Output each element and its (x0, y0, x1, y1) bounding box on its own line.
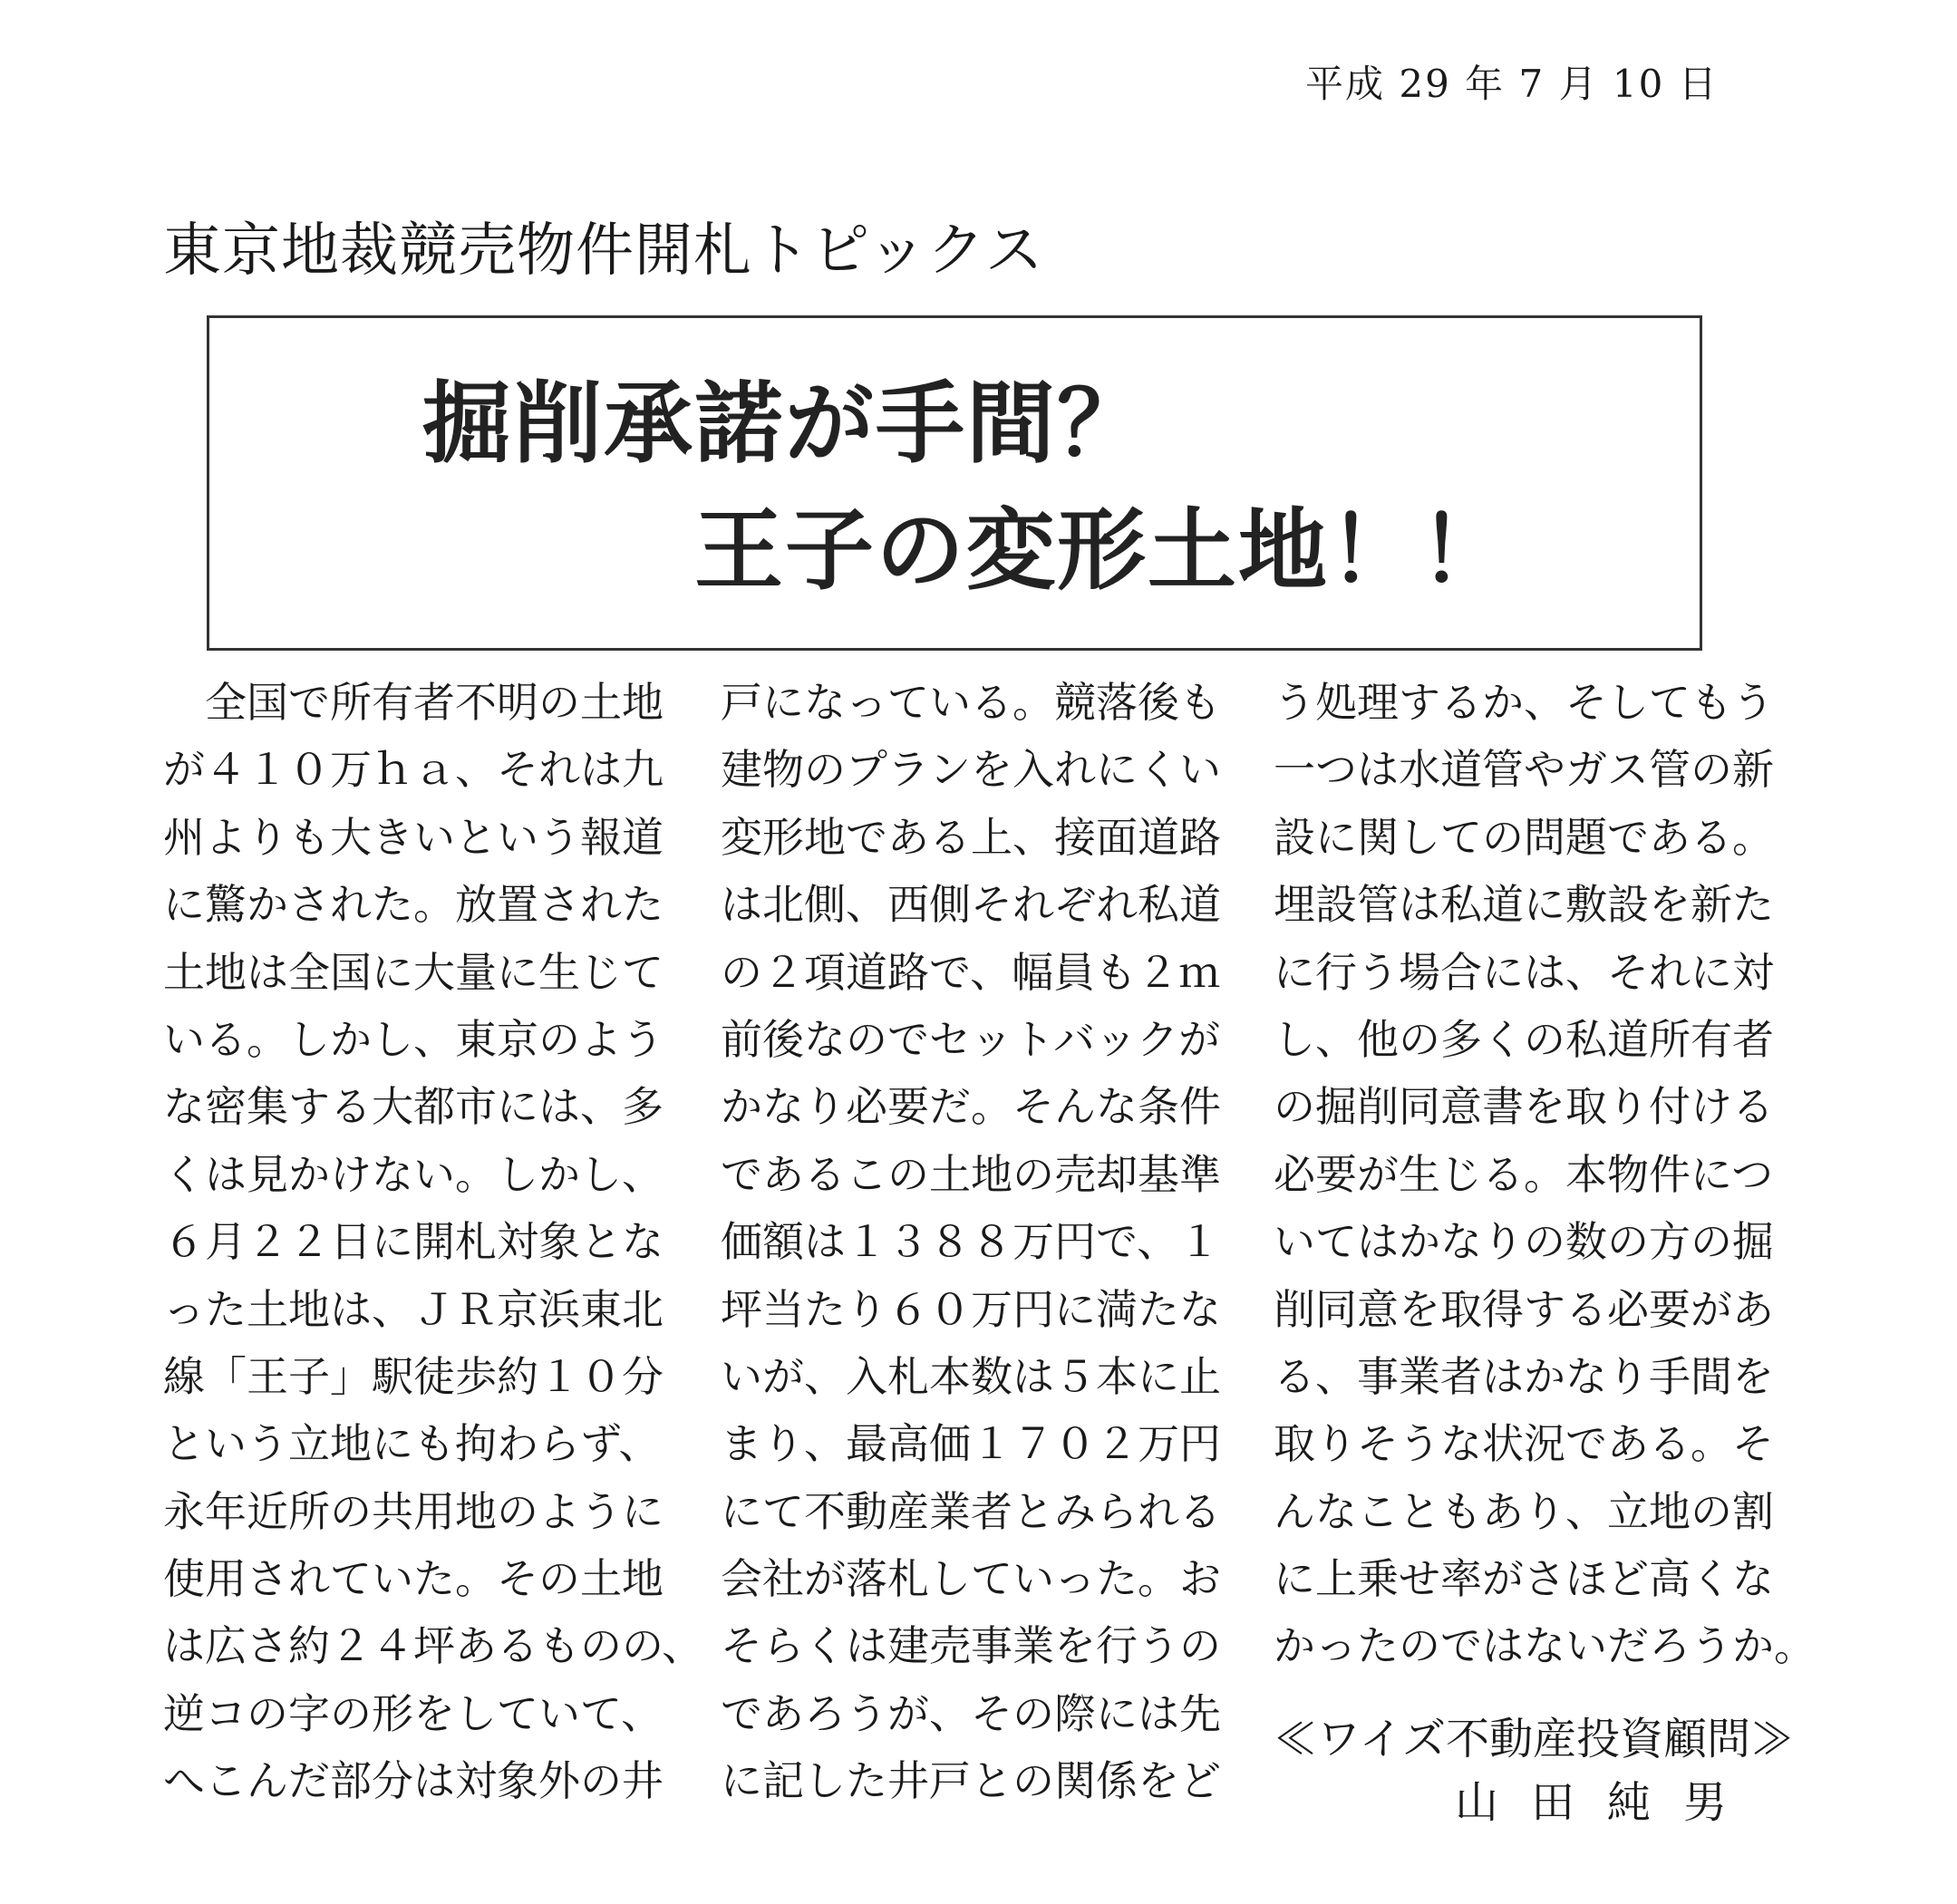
article-line: へこんだ部分は対象外の井 (163, 1756, 664, 1806)
article-line: 削同意を取得する必要があ (1274, 1284, 1774, 1334)
article-line: 土地は全国に大量に生じて (163, 947, 664, 997)
article-line: な密集する大都市には、多 (163, 1082, 664, 1132)
article-line: 戸になっている。競落後も (721, 678, 1221, 727)
article-line: くは見かけない。しかし、 (163, 1149, 664, 1199)
article-line: に上乗せ率がさほど高くな (1274, 1554, 1774, 1604)
article-line: 線「王子」駅徒歩約１０分 (163, 1351, 664, 1401)
article-line: かなり必要だ。そんな条件 (721, 1082, 1221, 1132)
article-line: 一つは水道管やガス管の新 (1274, 745, 1774, 795)
article-line: に行う場合には、それに対 (1274, 947, 1774, 997)
article-line: まり、最高価１７０２万円 (721, 1419, 1221, 1469)
series-title: 東京地裁競売物件開札トピックス (163, 217, 1044, 285)
article-line: の２項道路で、幅員も２ｍ (721, 947, 1221, 997)
article-line: 逆コの字の形をしていて、 (163, 1688, 664, 1738)
article-line: 使用されていた。その土地 (163, 1554, 664, 1604)
article-line: 価額は１３８８万円で、１ (721, 1217, 1221, 1267)
article-line: は広さ約２４坪あるものの、 (163, 1621, 704, 1671)
article-line: 設に関しての問題である。 (1274, 812, 1774, 862)
article-line: いてはかなりの数の方の掘 (1274, 1217, 1774, 1267)
article-line: が４１０万ｈａ、それは九 (163, 745, 664, 795)
article-line: いる。しかし、東京のよう (163, 1014, 664, 1064)
company-name: ≪ワイズ不動産投資顧問≫ (1274, 1714, 1795, 1764)
article-line: の掘削同意書を取り付ける (1274, 1082, 1774, 1132)
article-line: 永年近所の共用地のように (163, 1486, 664, 1536)
article-line: であるこの土地の売却基準 (721, 1149, 1221, 1199)
article-line: し、他の多くの私道所有者 (1274, 1014, 1774, 1064)
article-line: かったのではないだろうか。 (1274, 1621, 1816, 1671)
headline-box (207, 315, 1702, 651)
article-line: にて不動産業者とみられる (721, 1486, 1221, 1536)
article-line: ６月２２日に開札対象とな (163, 1217, 664, 1267)
article-line: った土地は、ＪＲ京浜東北 (163, 1284, 664, 1334)
article-line: 全国で所有者不明の土地 (163, 678, 664, 727)
article-column-3 (1274, 669, 1816, 1680)
author-name: 山田純男 (1455, 1777, 1760, 1828)
article-line: 建物のプランを入れにくい (721, 745, 1221, 795)
article-line: 州よりも大きいという報道 (163, 812, 664, 862)
article-line: 埋設管は私道に敷設を新た (1274, 880, 1774, 930)
article-line: であろうが、その際には先 (721, 1688, 1221, 1738)
article-line: 必要が生じる。本物件につ (1274, 1149, 1774, 1199)
issue-date: 平成 29 年 7 月 10 日 (1305, 62, 1719, 106)
article-column-2 (721, 669, 1246, 1815)
article-line: は北側、西側それぞれ私道 (721, 880, 1221, 930)
article-line: る、事業者はかなり手間を (1274, 1351, 1774, 1401)
article-line: そらくは建売事業を行うの (721, 1621, 1221, 1671)
article-line: 会社が落札していった。お (721, 1554, 1221, 1604)
article-line: う処理するか、そしてもう (1274, 678, 1774, 727)
article-line: 前後なのでセットバックが (721, 1014, 1221, 1064)
article-line: 坪当たり６０万円に満たな (721, 1284, 1221, 1334)
article-line: いが、入札本数は５本に止 (721, 1351, 1221, 1401)
article-column-1 (163, 669, 704, 1815)
article-line: 取りそうな状況である。そ (1274, 1419, 1774, 1469)
headline-line-2: 王子の変形土地！！ (694, 499, 1511, 603)
article-line: に驚かされた。放置された (163, 880, 664, 930)
article-line: 変形地である上、接面道路 (721, 812, 1221, 862)
headline-line-1: 掘削承諾が手間？ (422, 372, 1148, 476)
article-line: に記した井戸との関係をど (721, 1756, 1221, 1806)
article-line: んなこともあり、立地の割 (1274, 1486, 1774, 1536)
article-line: という立地にも拘わらず、 (163, 1419, 661, 1469)
